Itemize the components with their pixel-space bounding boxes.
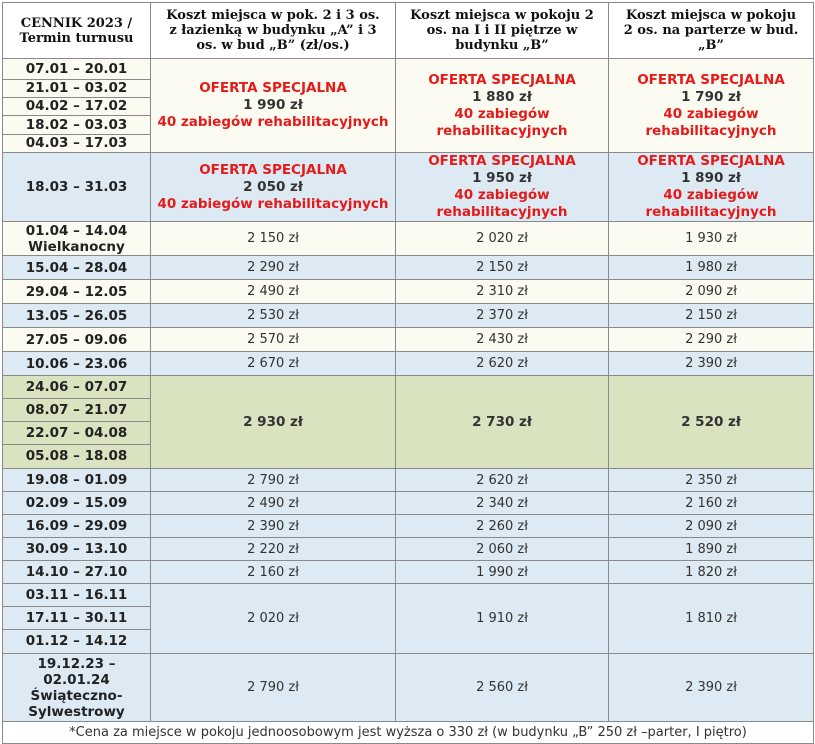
term-date: 19.12.23 – 02.01.24 Świąteczno-Sylwestrowy [3,654,151,722]
term-date: 17.11 – 30.11 [3,606,150,629]
offer-note: 40 zabiegów rehabilitacyjnych [157,195,389,212]
term-date: 15.04 – 28.04 [3,256,151,280]
table-row [3,515,814,538]
price-value: 1 820 zł [609,561,814,584]
term-cell [3,59,151,153]
price-table [2,2,814,744]
term-date: 05.08 – 18.08 [3,444,150,468]
price-value: 2 390 zł [151,515,396,538]
price-value: 1 990 zł [243,97,303,113]
price-value: 1 880 zł [472,88,532,105]
price-value: 2 490 zł [151,280,396,304]
table-row [3,584,814,654]
term-date: 22.07 – 04.08 [3,421,150,444]
price-value: 2 260 zł [396,515,609,538]
table-row [3,256,814,280]
price-value: 2 020 zł [151,584,396,654]
price-value: 2 160 zł [609,492,814,515]
price-value: 2 340 zł [396,492,609,515]
table-row [3,538,814,561]
price-value: 2 090 zł [609,280,814,304]
price-value: 2 220 zł [151,538,396,561]
price-value: 1 810 zł [609,584,814,654]
price-value: 1 890 zł [609,538,814,561]
table-row [3,304,814,328]
price-value: 2 290 zł [609,328,814,352]
term-date: 01.04 – 14.04 Wielkanocny [3,222,151,256]
price-value: 1 790 zł [681,88,741,105]
offer-label: OFERTA SPECJALNA [199,161,347,178]
price-value: 2 370 zł [396,304,609,328]
term-date: 04.02 – 17.02 [3,97,150,115]
price-value: 2 090 zł [609,515,814,538]
price-value: 2 390 zł [609,352,814,376]
term-date: 24.06 – 07.07 [25,379,128,395]
price-value: 2 670 zł [151,352,396,376]
header-row [3,3,814,59]
term-date: 21.01 – 03.02 [3,79,150,97]
term-date: 30.09 – 13.10 [3,538,151,561]
price-value: 2 570 zł [151,328,396,352]
offer-label: OFERTA SPECJALNA [637,71,785,88]
price-value: 1 950 zł [472,170,532,186]
term-date: 29.04 – 12.05 [3,280,151,304]
offer-note: 40 zabiegów rehabilitacyjnych [436,187,568,220]
price-value: 2 930 zł [151,376,396,469]
price-value: 1 990 zł [396,561,609,584]
term-date: 27.05 – 09.06 [3,328,151,352]
header-building-b-ground: Koszt miejsca w pokoju 2 os. na parterze w bud. „B” [609,3,814,59]
price-value: 2 290 zł [151,256,396,280]
price-value: 2 150 zł [396,256,609,280]
offer-note: 40 zabiegów rehabilitacyjnych [645,187,777,220]
term-date: 04.03 – 17.03 [3,134,150,152]
term-cell [3,376,151,469]
offer-cell [609,59,814,153]
offer-cell [609,153,814,222]
table-row [3,222,814,256]
term-date: 03.11 – 16.11 [25,587,128,603]
price-value: 2 310 zł [396,280,609,304]
table-row [3,654,814,722]
price-value: 2 050 zł [243,178,303,195]
term-date: 14.10 – 27.10 [3,561,151,584]
offer-cell [396,59,609,153]
offer-cell [151,153,396,222]
term-date: 18.03 – 31.03 [3,153,151,222]
price-value: 2 560 zł [396,654,609,722]
price-value: 2 790 zł [151,654,396,722]
offer-cell [151,59,396,153]
price-value: 2 020 zł [396,222,609,256]
table-row [3,59,814,153]
offer-label: OFERTA SPECJALNA [428,153,576,169]
price-value: 2 620 zł [396,469,609,492]
price-value: 1 980 zł [609,256,814,280]
price-value: 1 910 zł [396,584,609,654]
term-date: 08.07 – 21.07 [3,398,150,421]
term-date: 10.06 – 23.06 [3,352,151,376]
offer-label: OFERTA SPECJALNA [428,71,576,88]
table-row [3,352,814,376]
header-building-b-floors: Koszt miejsca w pokoju 2 os. na I i II piętrze w budynku „B” [396,3,609,59]
offer-note: 40 zabiegów rehabilitacyjnych [645,105,777,139]
table-row [3,376,814,469]
offer-note: 40 zabiegów rehabilitacyjnych [436,105,568,139]
price-value: 2 390 zł [609,654,814,722]
price-value: 2 620 zł [396,352,609,376]
table-row [3,328,814,352]
header-term: CENNIK 2023 / Termin turnusu [3,3,151,59]
offer-label: OFERTA SPECJALNA [199,80,347,96]
price-value: 2 490 zł [151,492,396,515]
price-value: 2 730 zł [396,376,609,469]
price-value: 1 890 zł [681,170,741,186]
term-date: 16.09 – 29.09 [3,515,151,538]
table-row [3,280,814,304]
footnote: *Cena za miejsce w pokoju jednoosobowym jest wyższa o 330 zł (w budynku „B” 250 zł –parter, I piętro) [3,722,814,744]
term-date: 19.08 – 01.09 [3,469,151,492]
price-value: 2 160 zł [151,561,396,584]
term-date: 01.12 – 14.12 [3,629,150,653]
table-row [3,469,814,492]
term-date: 02.09 – 15.09 [3,492,151,515]
term-date: 18.02 – 03.03 [3,115,150,134]
table-row [3,153,814,222]
term-cell [3,584,151,654]
table-row [3,492,814,515]
table-row [3,561,814,584]
price-value: 2 060 zł [396,538,609,561]
price-value: 2 520 zł [609,376,814,469]
price-value: 2 150 zł [609,304,814,328]
price-value: 2 430 zł [396,328,609,352]
offer-label: OFERTA SPECJALNA [637,153,785,169]
offer-note: 40 zabiegów rehabilitacyjnych [157,114,389,130]
term-date: 07.01 – 20.01 [25,61,128,77]
price-value: 2 790 zł [151,469,396,492]
price-value: 2 530 zł [151,304,396,328]
offer-cell [396,153,609,222]
header-building-a: Koszt miejsca w pok. 2 i 3 os. z łazienką w budynku „A” i 3 os. w bud „B” (zł/os.) [151,3,396,59]
price-value: 2 150 zł [151,222,396,256]
term-date: 13.05 – 26.05 [3,304,151,328]
price-value: 2 350 zł [609,469,814,492]
price-value: 1 930 zł [609,222,814,256]
footnote-row [3,722,814,744]
